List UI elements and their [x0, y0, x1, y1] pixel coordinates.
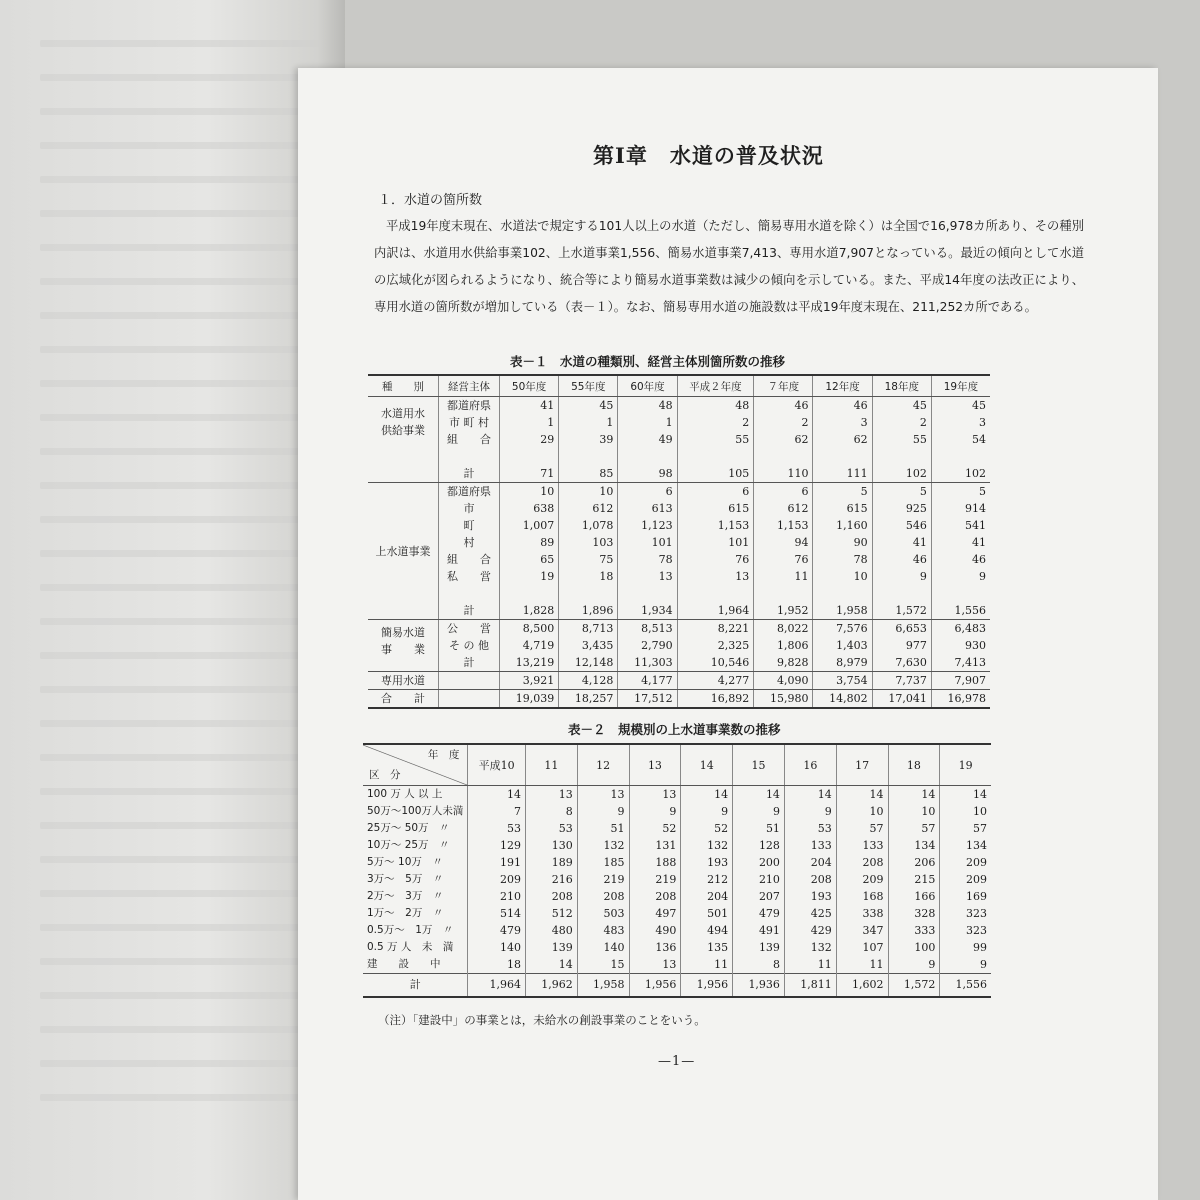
table1-category: 専用水道: [368, 672, 439, 690]
table2-cell: 497: [629, 905, 681, 922]
table1-cell: 41 1 29 71: [500, 397, 559, 483]
right-page: [298, 68, 1158, 1200]
table2-cell: 14: [468, 786, 526, 804]
table2-cell: 9: [681, 803, 733, 820]
table2-total-cell: 1,556: [940, 974, 991, 998]
table2-cell: 11: [836, 956, 888, 974]
table2-cell: 204: [681, 888, 733, 905]
table2-cell: 133: [784, 837, 836, 854]
table1-cell: 16,892: [677, 690, 754, 709]
table1-cell: 18,257: [559, 690, 618, 709]
table2-cell: 207: [733, 888, 785, 905]
table2-cell: 490: [629, 922, 681, 939]
table1-group-upper: [368, 483, 990, 620]
table2-cell: 215: [888, 871, 940, 888]
table1-cell: 4,177: [618, 672, 677, 690]
table2-cell: 168: [836, 888, 888, 905]
table2-cell: 208: [577, 888, 629, 905]
table2-cell: 216: [525, 871, 577, 888]
table2-corner-year: 年 度: [427, 749, 460, 761]
table2-row-label: 0.5 万 人 未 満: [367, 941, 454, 953]
table2-row: [363, 888, 991, 905]
table2-cell: 501: [681, 905, 733, 922]
table2-cell: 483: [577, 922, 629, 939]
table1-cell: 10 612 1,078 103 75 18 1,896: [559, 483, 618, 620]
table1-cell: 17,041: [872, 690, 931, 709]
chapter-title: 第Ⅰ章 水道の普及状況: [593, 143, 824, 168]
table2-cell: 208: [836, 854, 888, 871]
table1-cell: 3,754: [813, 672, 872, 690]
table1-cell: 6,483 930 7,413: [931, 620, 990, 672]
table1-cell: 7,576 1,403 8,979: [813, 620, 872, 672]
table2-cell: 210: [733, 871, 785, 888]
table1-cell: 6 613 1,123 101 78 13 1,934: [618, 483, 677, 620]
table2-cell: 10: [888, 803, 940, 820]
table1-cell: 19,039: [500, 690, 559, 709]
table2-cell: 479: [468, 922, 526, 939]
table2-total-cell: 1,572: [888, 974, 940, 998]
page-number: —1—: [658, 1054, 696, 1069]
table2-cell: 193: [681, 854, 733, 871]
table1-total-row: [368, 690, 990, 709]
table2-cell: 425: [784, 905, 836, 922]
table2-row: [363, 854, 991, 871]
table2-year-header: 16: [784, 744, 836, 786]
table1-header-row: [368, 375, 990, 397]
table2-cell: 139: [733, 939, 785, 956]
table1-cell: 4,277: [677, 672, 754, 690]
table1-subcategory: 公 営 そ の 他 計: [439, 620, 500, 672]
table2-cell: 323: [940, 905, 991, 922]
table2-cell: 209: [836, 871, 888, 888]
table1-group-supply: [368, 397, 990, 483]
table1-cell: 48 2 55 105: [677, 397, 754, 483]
table2-cell: 57: [836, 820, 888, 837]
table2-row-label: 25万～ 50万 〃: [367, 822, 450, 834]
table2-cell: 209: [468, 871, 526, 888]
table2-cell: 13: [629, 956, 681, 974]
table2-cell: 13: [525, 786, 577, 804]
table2-row: [363, 803, 991, 820]
table2-total-cell: 1,956: [681, 974, 733, 998]
table2-cell: 219: [577, 871, 629, 888]
table2-year-header: 13: [629, 744, 681, 786]
table2-cell: 99: [940, 939, 991, 956]
table2-cell: 130: [525, 837, 577, 854]
table1-cell: 4,090: [754, 672, 813, 690]
table2-cell: 14: [733, 786, 785, 804]
table2-cell: 140: [577, 939, 629, 956]
section-heading: １．水道の箇所数: [378, 193, 483, 208]
table2-cell: 208: [525, 888, 577, 905]
table2-caption: 表－２ 規模別の上水道事業数の推移: [568, 722, 781, 737]
table2-cell: 10: [940, 803, 991, 820]
table2-year-header: 11: [525, 744, 577, 786]
table2-row: [363, 956, 991, 974]
table2-cell: 494: [681, 922, 733, 939]
table2-cell: 188: [629, 854, 681, 871]
table1-header: ７年度: [754, 375, 813, 397]
table1-cell: 8,022 1,806 9,828: [754, 620, 813, 672]
table2-cell: 209: [940, 854, 991, 871]
table2-cell: 9: [784, 803, 836, 820]
table1-category: 簡易水道 事 業: [368, 620, 439, 672]
table2-cell: 193: [784, 888, 836, 905]
table2-total-cell: 1,956: [629, 974, 681, 998]
table2-cell: 14: [525, 956, 577, 974]
table2-cell: 14: [940, 786, 991, 804]
table1-cell: 4,128: [559, 672, 618, 690]
table2-cell: 166: [888, 888, 940, 905]
table1-cell: 16,978: [931, 690, 990, 709]
table2-cell: 9: [733, 803, 785, 820]
table2-cell: 14: [681, 786, 733, 804]
table1-cell: 46 2 62 110: [754, 397, 813, 483]
table2-cell: 429: [784, 922, 836, 939]
table2-cell: 51: [733, 820, 785, 837]
table1-cell: 14,802: [813, 690, 872, 709]
table2-cell: 132: [577, 837, 629, 854]
table2-cell: 129: [468, 837, 526, 854]
table2-cell: 209: [940, 871, 991, 888]
table2-cell: 8: [525, 803, 577, 820]
table2-row: [363, 786, 991, 804]
table2-row-label: 1万～ 2万 〃: [367, 907, 444, 919]
table2-cell: 185: [577, 854, 629, 871]
table2-cell: 191: [468, 854, 526, 871]
table1-header: 60年度: [618, 375, 677, 397]
table2-total-cell: 1,962: [525, 974, 577, 998]
table2-row-label: 0.5万～ 1万 〃: [367, 924, 454, 936]
table2-cell: 52: [681, 820, 733, 837]
table1-subcategory: 都道府県 市 町 村 組 合 計: [439, 397, 500, 483]
table2-cell: 100: [888, 939, 940, 956]
table2-header-row: [363, 744, 991, 786]
table2-cell: 323: [940, 922, 991, 939]
table2-cell: 8: [733, 956, 785, 974]
table1-header: 19年度: [931, 375, 990, 397]
table1-cell: 15,980: [754, 690, 813, 709]
table1-cell: 45 3 54 102: [931, 397, 990, 483]
table2-total-cell: 1,958: [577, 974, 629, 998]
table2-cell: 136: [629, 939, 681, 956]
table1-cell: 5 615 1,160 90 78 10 1,958: [813, 483, 872, 620]
table2-row-label: 2万～ 3万 〃: [367, 890, 444, 902]
table1-cell: 6 612 1,153 94 76 11 1,952: [754, 483, 813, 620]
table2-cell: 208: [629, 888, 681, 905]
table2-cell: 169: [940, 888, 991, 905]
table2-cell: 132: [784, 939, 836, 956]
table2-cell: 14: [784, 786, 836, 804]
table2-cell: 189: [525, 854, 577, 871]
table2-cell: 512: [525, 905, 577, 922]
table1-cell: 7,907: [931, 672, 990, 690]
table1-cell: 8,221 2,325 10,546: [677, 620, 754, 672]
table2-year-header: 12: [577, 744, 629, 786]
bleed-through-text: [40, 40, 320, 1128]
table2-cell: 132: [681, 837, 733, 854]
table2-row: [363, 820, 991, 837]
table1-header: 平成２年度: [677, 375, 754, 397]
table1-header: 12年度: [813, 375, 872, 397]
table2-cell: 10: [836, 803, 888, 820]
table2-cell: 347: [836, 922, 888, 939]
table2-cell: 128: [733, 837, 785, 854]
table2-cell: 219: [629, 871, 681, 888]
table1-cell: 5 925 546 41 46 9 1,572: [872, 483, 931, 620]
table2-cell: 140: [468, 939, 526, 956]
table2-cell: 491: [733, 922, 785, 939]
table2-cell: 480: [525, 922, 577, 939]
table2-cell: 57: [940, 820, 991, 837]
table1-cell: 8,713 3,435 12,148: [559, 620, 618, 672]
table1-subcategory: [439, 690, 500, 709]
table2-cell: 7: [468, 803, 526, 820]
table2-cell: 333: [888, 922, 940, 939]
table1-header: 18年度: [872, 375, 931, 397]
table1-cell: 46 3 62 111: [813, 397, 872, 483]
table-note: （注）「建設中」の事業とは，未給水の創設事業のことをいう。: [378, 1013, 706, 1027]
table2-year-header: 14: [681, 744, 733, 786]
table2-cell: 18: [468, 956, 526, 974]
left-page: [0, 0, 345, 1200]
table2-row: [363, 905, 991, 922]
table2-cell: 51: [577, 820, 629, 837]
table2-cell: 206: [888, 854, 940, 871]
table1-group-simple: [368, 620, 990, 672]
table1-cell: 3,921: [500, 672, 559, 690]
table1-header: 55年度: [559, 375, 618, 397]
table2-row-label: 建 設 中: [367, 958, 441, 970]
table1-header: 50年度: [500, 375, 559, 397]
table2-row: [363, 871, 991, 888]
table2-total-row: [363, 974, 991, 998]
table2-cell: 479: [733, 905, 785, 922]
table2-cell: 328: [888, 905, 940, 922]
table2-cell: 107: [836, 939, 888, 956]
table2-year-header: 19: [940, 744, 991, 786]
table2-row-label: 10万～ 25万 〃: [367, 839, 450, 851]
table2-body: [363, 786, 991, 998]
table2-row: [363, 939, 991, 956]
table2-corner-cell: [363, 744, 468, 786]
table1-cell: 48 1 49 98: [618, 397, 677, 483]
table1-category: 水道用水 供給事業: [368, 397, 439, 483]
table2-cell: 53: [468, 820, 526, 837]
table2-row: [363, 837, 991, 854]
table2-cell: 210: [468, 888, 526, 905]
table2-cell: 212: [681, 871, 733, 888]
table2-year-header: 平成10: [468, 744, 526, 786]
table2-year-header: 15: [733, 744, 785, 786]
table1-cell: 45 2 55 102: [872, 397, 931, 483]
table1-cell: 6,653 977 7,630: [872, 620, 931, 672]
table2-row-label: 5万～ 10万 〃: [367, 856, 443, 868]
table1-cell: 17,512: [618, 690, 677, 709]
table1-cell: 8,513 2,790 11,303: [618, 620, 677, 672]
table1: [368, 374, 990, 709]
table2-cell: 204: [784, 854, 836, 871]
table1-header: 種 別: [368, 375, 439, 397]
table2-row-label: 3万～ 5万 〃: [367, 873, 444, 885]
table2-cell: 503: [577, 905, 629, 922]
table2-total-cell: 1,602: [836, 974, 888, 998]
table2-cell: 14: [888, 786, 940, 804]
table2-cell: 131: [629, 837, 681, 854]
body-paragraph: 平成19年度末現在、水道法で規定する101人以上の水道（ただし、簡易専用水道を除く）は全国で16,978カ所あり、その種別内訳は、水道用水供給事業102、上水道事業1,556、簡易水道事業7,413、専用水道7,907となっている。最近の傾向として水道の広域化が図られるようになり、統合等により簡易水道事業数は減少の傾向を示している。また、平成14年度の法改正により、専用水道の箇所数が増加している（表－１）。なお、簡易専用水道の施設数は平成19年度末現在、211,252カ所である。: [374, 219, 1084, 314]
table2-cell: 15: [577, 956, 629, 974]
table1-category: 合 計: [368, 690, 439, 709]
table2-year-header: 17: [836, 744, 888, 786]
table2-cell: 514: [468, 905, 526, 922]
table1-cell: 45 1 39 85: [559, 397, 618, 483]
table2-cell: 338: [836, 905, 888, 922]
table2-cell: 9: [940, 956, 991, 974]
table2-cell: 133: [836, 837, 888, 854]
table2-cell: 9: [888, 956, 940, 974]
table2-total-cell: 1,936: [733, 974, 785, 998]
table2-cell: 200: [733, 854, 785, 871]
table2-cell: 9: [577, 803, 629, 820]
table2-row: [363, 922, 991, 939]
table1-cell: 7,737: [872, 672, 931, 690]
table2-year-header: 18: [888, 744, 940, 786]
table1-subcategory: 都道府県 市 町 村 組 合 私 営 計: [439, 483, 500, 620]
table1-cell: 6 615 1,153 101 76 13 1,964: [677, 483, 754, 620]
table1-group-private: [368, 672, 990, 690]
table2-row-label: 100 万 人 以 上: [367, 788, 443, 800]
table2-cell: 57: [888, 820, 940, 837]
table2-corner-category: 区 分: [369, 769, 401, 781]
table1-subcategory: [439, 672, 500, 690]
table1-caption: 表－１ 水道の種類別、経営主体別箇所数の推移: [510, 354, 786, 369]
table2-cell: 13: [577, 786, 629, 804]
table2-cell: 52: [629, 820, 681, 837]
table2-cell: 53: [784, 820, 836, 837]
table2-row-label: 50万～100万人未満: [367, 805, 464, 817]
table2-cell: 53: [525, 820, 577, 837]
table2-total-label: 計: [363, 974, 468, 998]
table2-cell: 11: [681, 956, 733, 974]
table2-cell: 134: [888, 837, 940, 854]
table2: [363, 743, 991, 998]
table2-cell: 13: [629, 786, 681, 804]
table1-cell: 8,500 4,719 13,219: [500, 620, 559, 672]
table2-cell: 9: [629, 803, 681, 820]
table2-cell: 134: [940, 837, 991, 854]
table1-cell: 5 914 541 41 46 9 1,556: [931, 483, 990, 620]
table2-cell: 135: [681, 939, 733, 956]
table1-header: 経営主体: [439, 375, 500, 397]
table2-cell: 139: [525, 939, 577, 956]
table2-cell: 14: [836, 786, 888, 804]
table1-category: 上水道事業: [368, 483, 439, 620]
table2-total-cell: 1,964: [468, 974, 526, 998]
table1-cell: 10 638 1,007 89 65 19 1,828: [500, 483, 559, 620]
table2-cell: 208: [784, 871, 836, 888]
table2-cell: 11: [784, 956, 836, 974]
table2-total-cell: 1,811: [784, 974, 836, 998]
